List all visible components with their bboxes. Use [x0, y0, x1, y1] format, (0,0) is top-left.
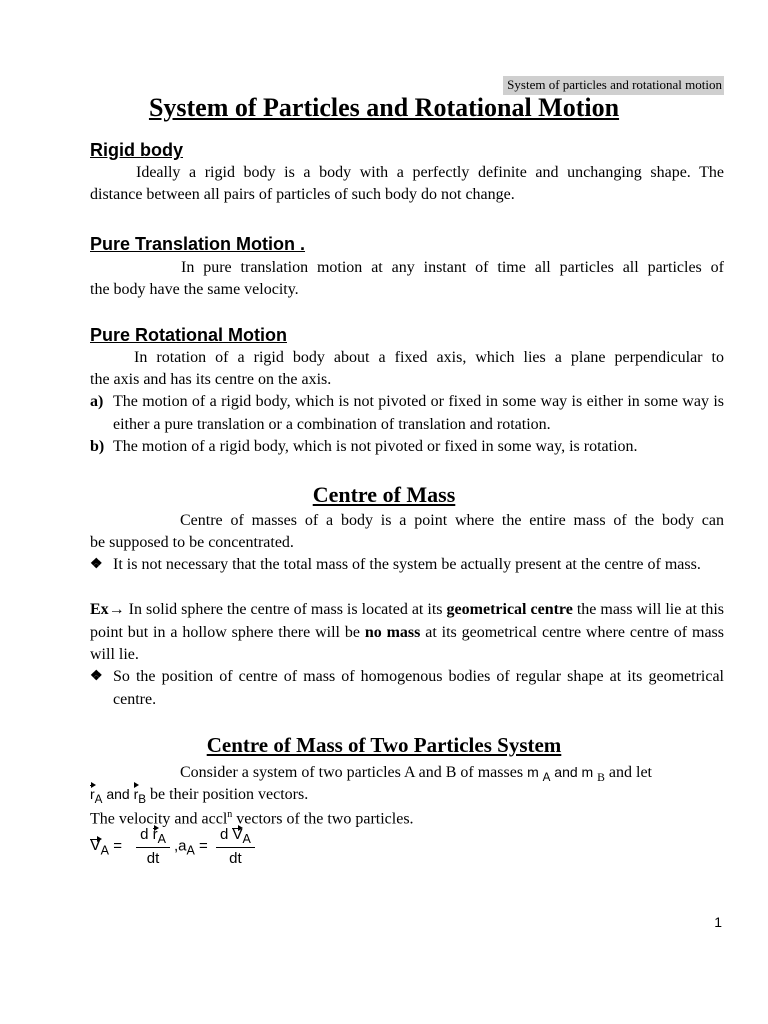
list-item: [90, 436, 724, 459]
page-number: 1: [714, 914, 722, 930]
example-label: Ex: [90, 601, 109, 618]
bullet-item: [90, 666, 724, 711]
diamond-bullet-icon: ❖: [90, 557, 103, 572]
rigid-body-line1: Ideally a rigid body is a body with a perfectly definite and unchanging shape. The: [136, 164, 724, 181]
heading-centre-of-mass: Centre of Mass: [312, 482, 456, 507]
example-paragraph: Ex→ In solid sphere the centre of mass is located at its geometrical centre the mass will lie at this point but in a hollow sphere there will be no mass at its geometrical centre where centre of mass will lie.: [90, 601, 725, 663]
pure-translation-line1: In pure translation motion at any instant of time all particles all particles of: [181, 259, 724, 276]
pure-rotation-line2: the axis and has its centre on the axis.: [90, 371, 332, 388]
running-header-text-end: motion: [685, 77, 722, 92]
list-marker: a): [90, 393, 104, 410]
rigid-body-line2: distance between all pairs of particles of such body do not change.: [90, 186, 515, 203]
two-particles-line1: Consider a system of two particles A and B of masses m $_A$ and m $_B$ and let: [180, 764, 652, 784]
two-particles-line3: The velocity and accl$^n$ vectors of the two particles.: [90, 809, 414, 828]
bullet-text: So the position of centre of mass of homogenous bodies of regular shape at its geometrical centre.: [113, 668, 724, 708]
right-arrow-icon: →: [108, 601, 125, 618]
centre-of-mass-line2: be supposed to be concentrated.: [90, 534, 294, 551]
heading-pure-translation: Pure Translation Motion .: [90, 234, 306, 254]
pure-rotation-line1: In rotation of a rigid body about a fixed axis, which lies a plane perpendicular to: [134, 349, 724, 366]
centre-of-mass-line1: Centre of masses of a body is a point where the entire mass of the body can: [180, 512, 724, 529]
heading-rigid-body: Rigid body: [90, 140, 183, 160]
list-item-text: The motion of a rigid body, which is not pivoted or fixed in some way, is rotation.: [113, 438, 638, 455]
running-header-text: System of particles and rotational: [507, 77, 682, 92]
list-item: [90, 391, 724, 436]
page-title: System of Particles and Rotational Motion: [148, 93, 620, 122]
velocity-acceleration-equation: $V_A$ = $\frac{d r_A}{dt}$ $,a_A$ = $\frac{d V_A}{dt}$: [90, 826, 259, 867]
heading-two-particles: Centre of Mass of Two Particles System: [206, 733, 562, 757]
bullet-text: It is not necessary that the total mass of the system be actually present at the centre of mass.: [113, 556, 701, 573]
bullet-item: [90, 554, 724, 577]
position-vector-a: r: [90, 783, 95, 805]
position-vector-b: r: [134, 783, 139, 805]
pure-translation-line2: the body have the same velocity.: [90, 281, 299, 298]
list-marker: b): [90, 438, 105, 455]
heading-pure-rotational: Pure Rotational Motion: [90, 325, 287, 345]
diamond-bullet-icon: ❖: [90, 669, 103, 684]
list-item-text: The motion of a rigid body, which is not pivoted or fixed in some way is either in some way is either a pure translation or a combination of translation and rotation.: [113, 393, 724, 433]
two-particles-line2: $r_A$ and $r_B$ be their position vectors.: [90, 783, 308, 811]
